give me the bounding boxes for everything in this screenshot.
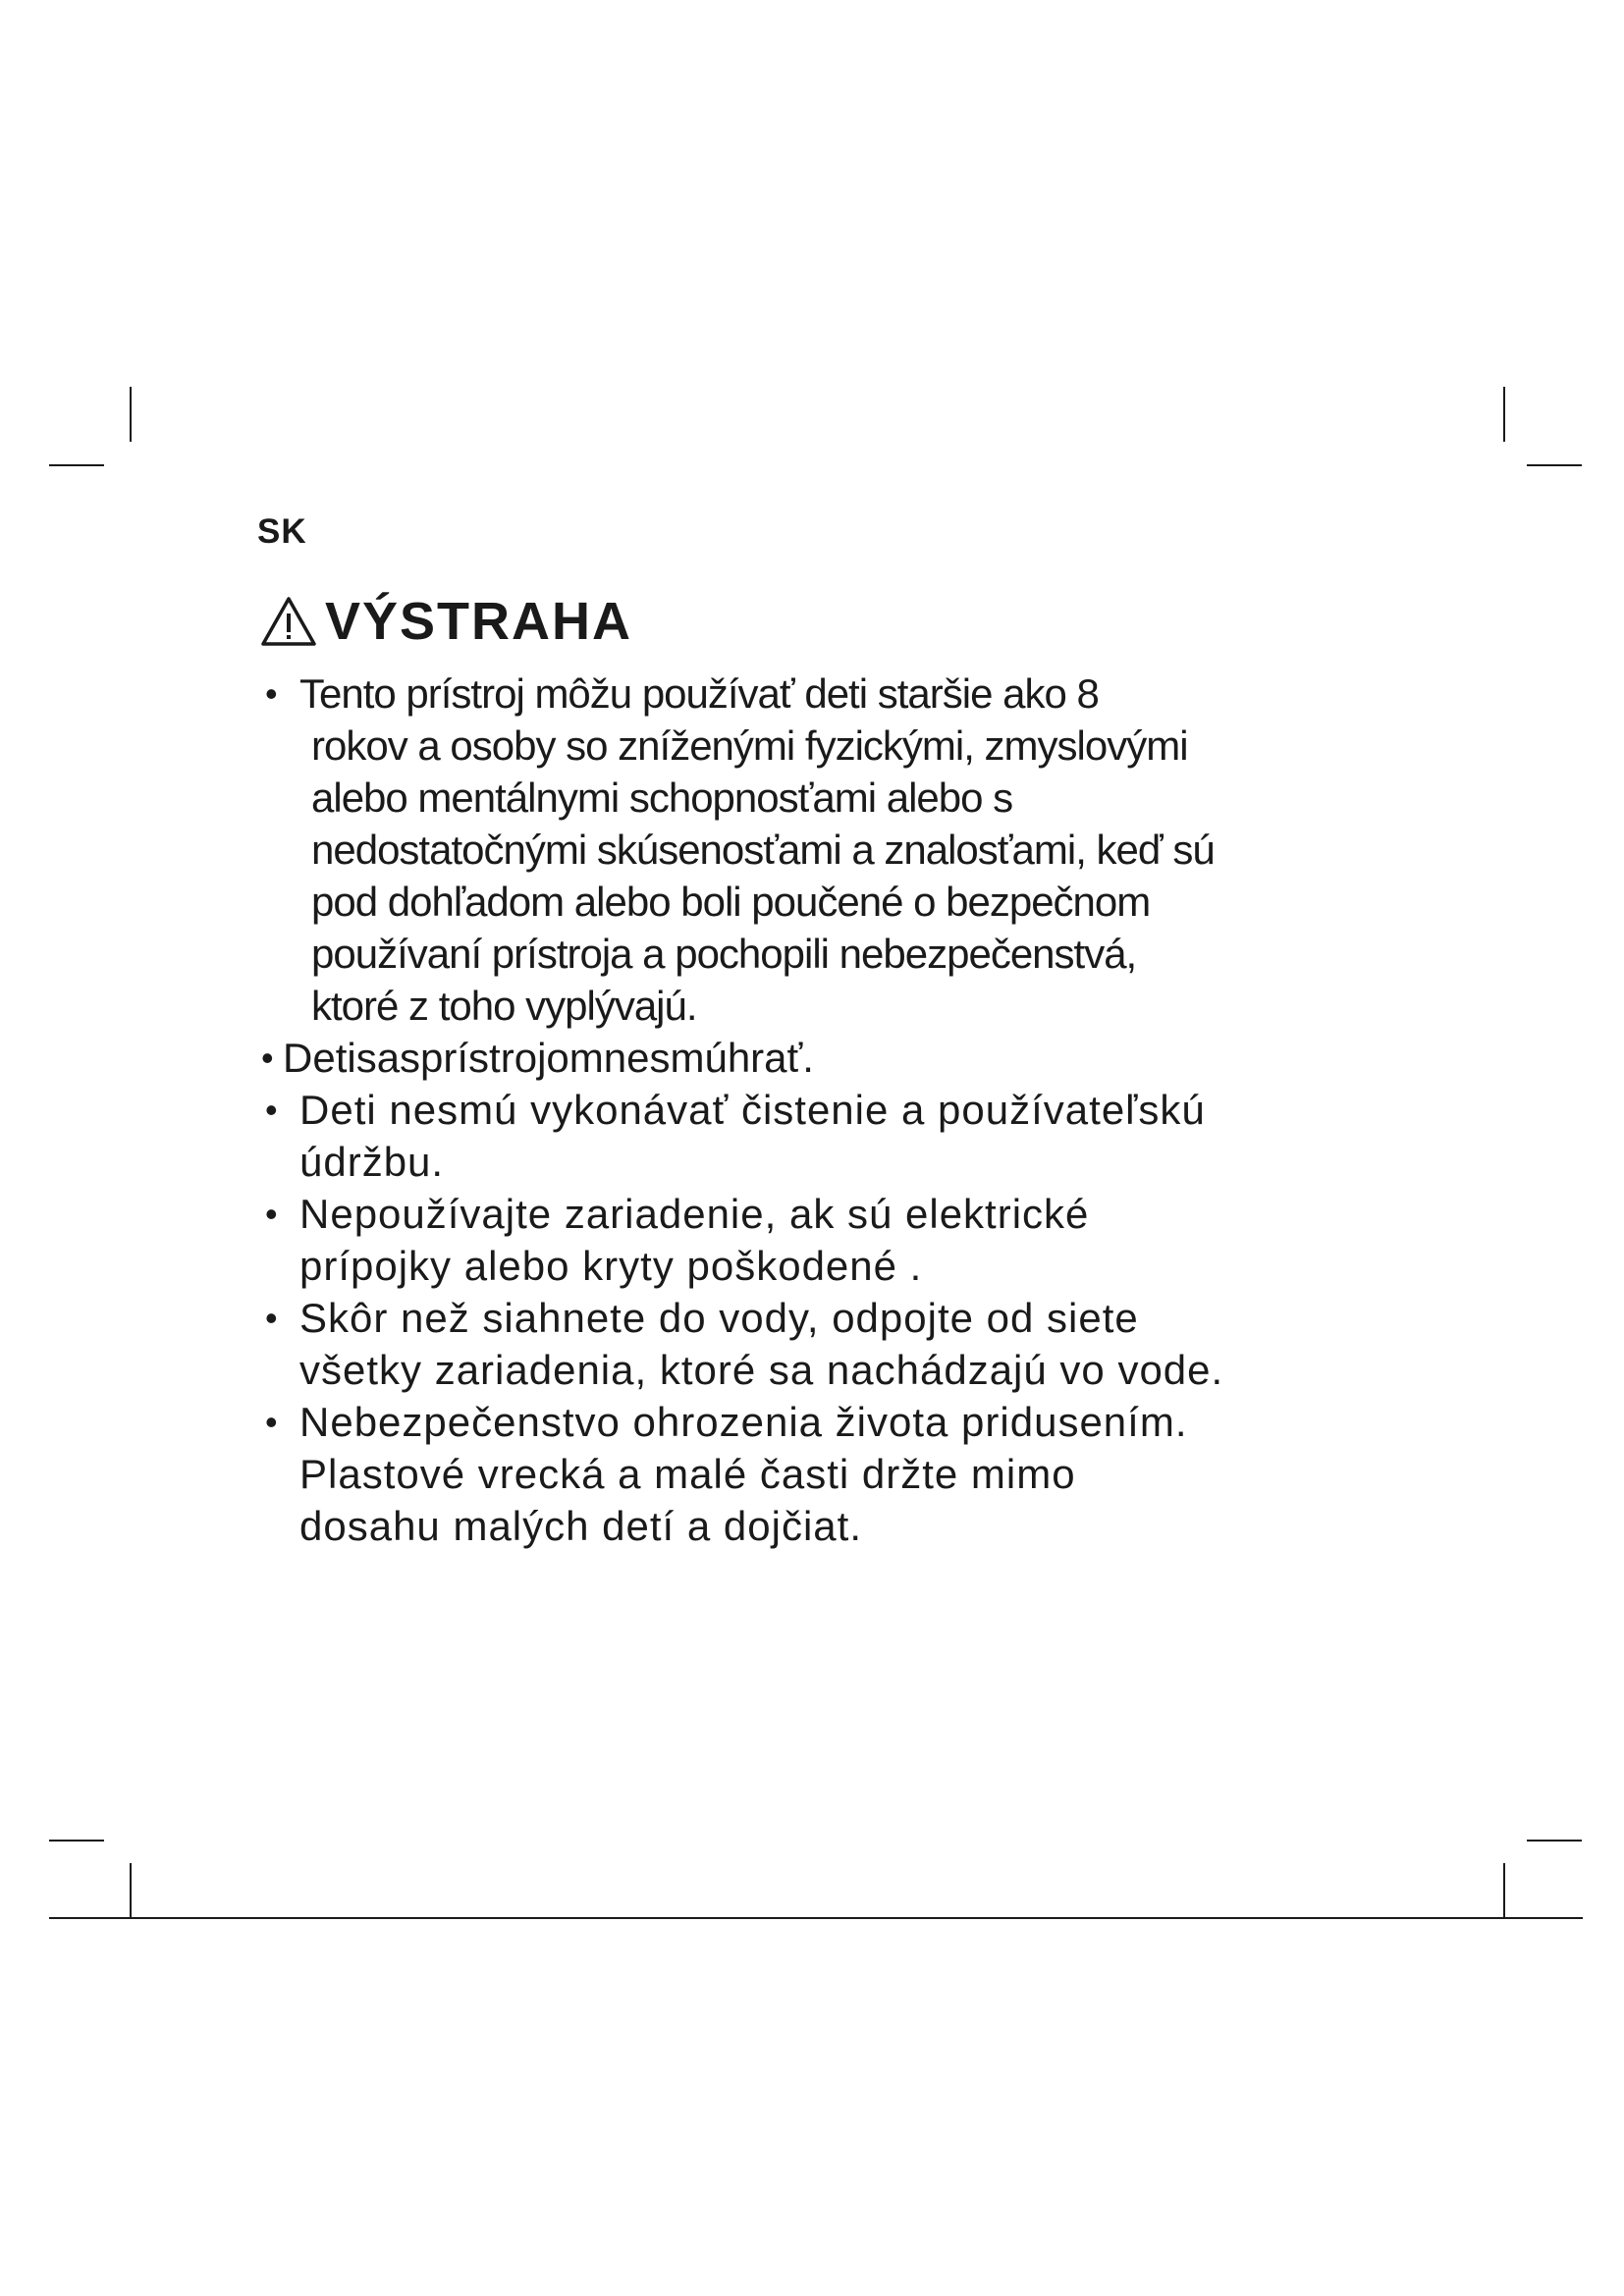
warning-heading xyxy=(260,592,633,651)
list-item-text: Skôr než siahnete do vody, odpojte od siete všetky zariadenia, ktoré sa nachádzajú vo vode. xyxy=(299,1295,1224,1393)
bullet: • xyxy=(265,1298,278,1338)
list-item-text: Deti nesmú vykonávať čistenie a používateľskú údržbu. xyxy=(299,1087,1206,1185)
language-code: SK xyxy=(257,512,307,551)
list-item-text: Nebezpečenstvo ohrozenia života pridusením. Plastové vrecká a malé časti držte mimo dosahu malých detí a dojčiat. xyxy=(299,1399,1188,1549)
warning-list xyxy=(261,667,1424,1552)
crop-mark-bottom-left-horizontal xyxy=(49,1840,104,1842)
crop-mark-top-left-horizontal xyxy=(49,464,104,466)
list-item-text: Nepoužívajte zariadenie, ak sú elektrické prípojky alebo kryty poškodené . xyxy=(299,1191,1090,1289)
list-item-text: Tento prístroj môžu používať deti staršie ako 8 rokov a osoby so zníženými fyzickými, zmyslovými alebo mentálnymi schopnosťami alebo s nedostatočnými skúsenosťami a znalosťami, keď sú pod dohľadom alebo boli poučené o bezpečnom používaní prístroja a pochopili nebezpečenstvá, ktoré z toho vyplývajú. xyxy=(299,670,1215,1029)
bullet: • xyxy=(265,673,278,714)
crop-mark-top-left-vertical xyxy=(130,387,132,442)
crop-mark-bottom-left-vertical xyxy=(130,1863,132,1918)
crop-mark-bottom-right-vertical xyxy=(1503,1863,1505,1918)
crop-mark-top-right-vertical xyxy=(1503,387,1505,442)
bullet: • xyxy=(265,1090,278,1130)
warning-title: VÝSTRAHA xyxy=(325,592,633,651)
list-item xyxy=(265,1084,1424,1188)
list-item-text: Detisasprístrojomnesmúhrať. xyxy=(283,1035,814,1081)
warning-triangle-icon xyxy=(260,596,317,647)
list-item xyxy=(265,667,1424,1032)
list-item xyxy=(265,1188,1424,1292)
crop-mark-top-right-horizontal xyxy=(1527,464,1582,466)
bullet: • xyxy=(261,1038,274,1078)
bullet: • xyxy=(265,1194,278,1234)
list-item xyxy=(265,1292,1424,1396)
bullet: • xyxy=(265,1402,278,1442)
list-item xyxy=(265,1396,1424,1552)
trim-line-bottom xyxy=(49,1917,1583,1919)
list-item xyxy=(261,1032,1424,1084)
crop-mark-bottom-right-horizontal xyxy=(1527,1840,1582,1842)
